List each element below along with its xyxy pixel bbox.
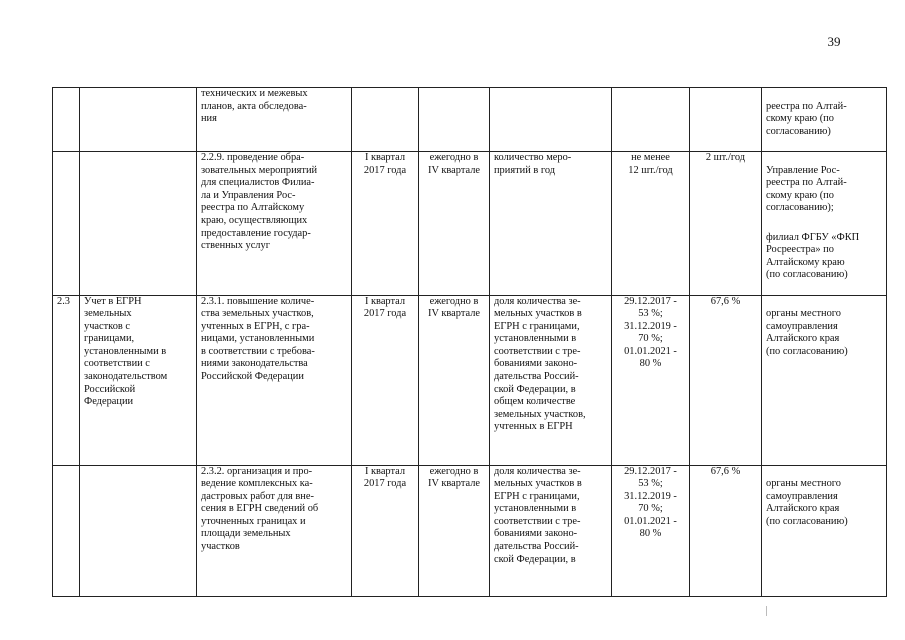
- table-row: [53, 465, 887, 596]
- responsible-note: Управление Рос- реестра по Алтай- скому краю (по согласованию);: [766, 164, 847, 214]
- table-row: [53, 295, 887, 465]
- cell-period: ежегодно в IV квартале: [419, 465, 490, 596]
- cell-responsible: [762, 465, 887, 596]
- cell-value: [690, 88, 762, 152]
- cell-num: [53, 465, 80, 596]
- cell-term: I квартал 2017 года: [352, 151, 419, 295]
- cell-indicator: [490, 88, 612, 152]
- table-row: [53, 151, 887, 295]
- cell-target: не менее 12 шт./год: [612, 151, 690, 295]
- cell-value: 2 шт./год: [690, 151, 762, 295]
- cell-measure: технических и межевых планов, акта обследова- ния: [197, 88, 352, 152]
- cell-value: 67,6 %: [690, 465, 762, 596]
- responsible-note: реестра по Алтай- скому краю (по согласованию): [766, 100, 847, 137]
- cell-responsible: [762, 151, 887, 295]
- responsible-note: филиал ФГБУ «ФКП Росреестра» по Алтайскому краю (по согласованию): [766, 231, 860, 281]
- plan-table: [52, 87, 887, 597]
- cell-measure: 2.2.9. проведение обра- зовательных мероприятий для специалистов Филиа- ла и Управления Рос- реестра по Алтайскому краю, осуществляющих предоставление государ- ственных услуг: [197, 151, 352, 295]
- cell-indicator: доля количества зе- мельных участков в ЕГРН с границами, установленными в соответствии с тре- бованиями законо- дательства Россий- ской Федерации, в: [490, 465, 612, 596]
- cell-value: 67,6 %: [690, 295, 762, 465]
- cell-term: I квартал 2017 года: [352, 465, 419, 596]
- cell-task: [80, 88, 197, 152]
- cell-responsible: [762, 295, 887, 465]
- cell-period: ежегодно в IV квартале: [419, 151, 490, 295]
- scan-artifact: [766, 606, 767, 616]
- responsible-note: органы местного самоуправления Алтайского края (по согласованию): [766, 308, 848, 357]
- cell-term: [352, 88, 419, 152]
- responsible-note: органы местного самоуправления Алтайского края (по согласованию): [766, 478, 848, 527]
- cell-target: 29.12.2017 - 53 %; 31.12.2019 - 70 %; 01.01.2021 - 80 %: [612, 295, 690, 465]
- cell-period: [419, 88, 490, 152]
- cell-indicator: доля количества зе- мельных участков в ЕГРН с границами, установленными в соответствии с тре- бованиями законо- дательства Россий- ской Федерации, в общем количестве земельных участков, учтенных в ЕГРН: [490, 295, 612, 465]
- cell-measure: 2.3.1. повышение количе- ства земельных участков, учтенных в ЕГРН, с гра- ницами, установленными в соответствии с требова- ниями законодательства Российской Федерации: [197, 295, 352, 465]
- cell-indicator: количество меро- приятий в год: [490, 151, 612, 295]
- table-row: [53, 88, 887, 152]
- page-number: 39: [827, 34, 841, 49]
- cell-responsible: [762, 88, 887, 152]
- cell-task: [80, 465, 197, 596]
- cell-task: Учет в ЕГРН земельных участков с границами, установленными в соответствии с законодательством Российской Федерации: [80, 295, 197, 465]
- cell-target: 29.12.2017 - 53 %; 31.12.2019 - 70 %; 01.01.2021 - 80 %: [612, 465, 690, 596]
- cell-term: I квартал 2017 года: [352, 295, 419, 465]
- cell-target: [612, 88, 690, 152]
- cell-num: [53, 151, 80, 295]
- cell-measure: 2.3.2. организация и про- ведение комплексных ка- дастровых работ для вне- сения в ЕГРН сведений об уточненных границах и площади земельных участков: [197, 465, 352, 596]
- cell-num: 2.3: [53, 295, 80, 465]
- cell-task: [80, 151, 197, 295]
- cell-num: [53, 88, 80, 152]
- cell-period: ежегодно в IV квартале: [419, 295, 490, 465]
